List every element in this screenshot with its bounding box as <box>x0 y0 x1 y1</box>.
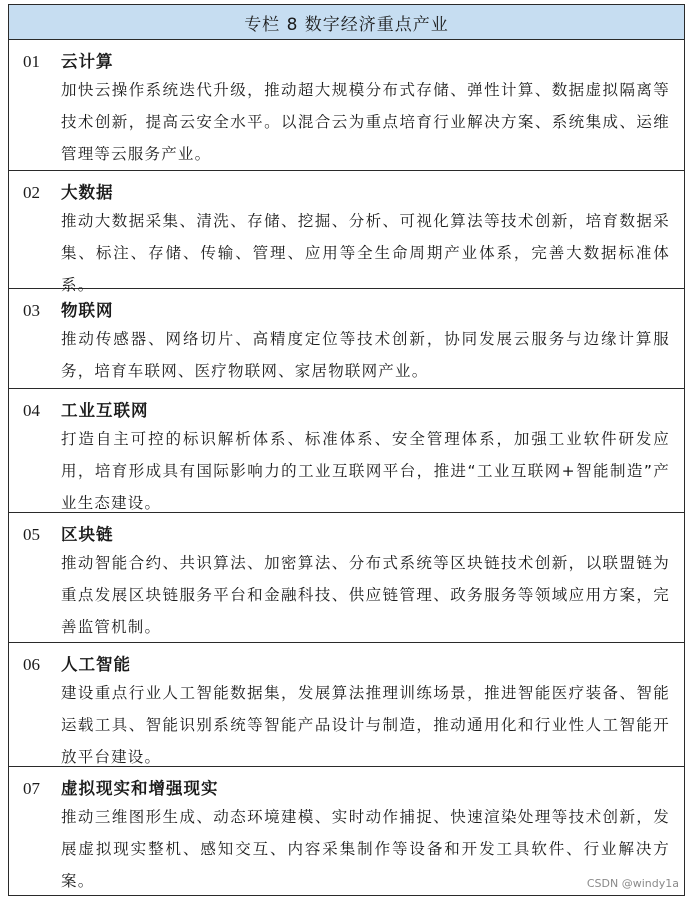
section-title: 大数据 <box>61 183 114 202</box>
section-title: 工业互联网 <box>61 401 149 420</box>
section-big-data <box>9 171 684 294</box>
section-header <box>23 48 670 74</box>
section-artificial-intelligence <box>9 643 684 767</box>
section-industrial-internet <box>9 389 684 513</box>
section-cloud-computing <box>9 40 684 171</box>
section-number: 04 <box>23 401 40 420</box>
section-number: 03 <box>23 301 40 320</box>
section-title: 云计算 <box>61 52 114 71</box>
column-title: 专栏 8 数字经济重点产业 <box>9 5 684 40</box>
section-body: 建设重点行业人工智能数据集，发展算法推理训练场景，推进智能医疗装备、智能运载工具、智能识别系统等智能产品设计与制造，推动通用化和行业性人工智能开放平台建设。 <box>61 684 670 766</box>
section-title: 虚拟现实和增强现实 <box>61 779 219 798</box>
section-header <box>23 521 670 547</box>
section-body: 推动智能合约、共识算法、加密算法、分布式系统等区块链技术创新，以联盟链为重点发展区块链服务平台和金融科技、供应链管理、政务服务等领域应用方案，完善监管机制。 <box>61 554 670 636</box>
section-title: 物联网 <box>61 301 114 320</box>
section-header <box>23 651 670 677</box>
section-number: 07 <box>23 779 40 798</box>
section-number: 06 <box>23 655 40 674</box>
section-header <box>23 397 670 423</box>
section-body: 推动三维图形生成、动态环境建模、实时动作捕捉、快速渲染处理等技术创新，发展虚拟现实整机、感知交互、内容采集制作等设备和开发工具软件、行业解决方案。 <box>61 808 670 890</box>
section-blockchain <box>9 513 684 643</box>
section-title: 区块链 <box>61 525 114 544</box>
section-number: 02 <box>23 183 40 202</box>
section-vr-ar <box>9 767 684 892</box>
section-number: 01 <box>23 52 40 71</box>
section-number: 05 <box>23 525 40 544</box>
section-title: 人工智能 <box>61 655 131 674</box>
section-iot <box>9 289 684 389</box>
section-header <box>23 179 670 205</box>
column-box <box>8 4 685 896</box>
section-header <box>23 297 670 323</box>
section-body: 打造自主可控的标识解析体系、标准体系、安全管理体系，加强工业软件研发应用，培育形成具有国际影响力的工业互联网平台，推进“工业互联网+智能制造”产业生态建设。 <box>61 430 670 512</box>
section-body: 加快云操作系统迭代升级，推动超大规模分布式存储、弹性计算、数据虚拟隔离等技术创新，提高云安全水平。以混合云为重点培育行业解决方案、系统集成、运维管理等云服务产业。 <box>61 81 670 163</box>
watermark: CSDN @windy1a <box>586 877 679 890</box>
section-body: 推动传感器、网络切片、高精度定位等技术创新，协同发展云服务与边缘计算服务，培育车联网、医疗物联网、家居物联网产业。 <box>61 330 670 380</box>
section-header <box>23 775 670 801</box>
section-body: 推动大数据采集、清洗、存储、挖掘、分析、可视化算法等技术创新，培育数据采集、标注、存储、传输、管理、应用等全生命周期产业体系，完善大数据标准体系。 <box>61 212 670 294</box>
